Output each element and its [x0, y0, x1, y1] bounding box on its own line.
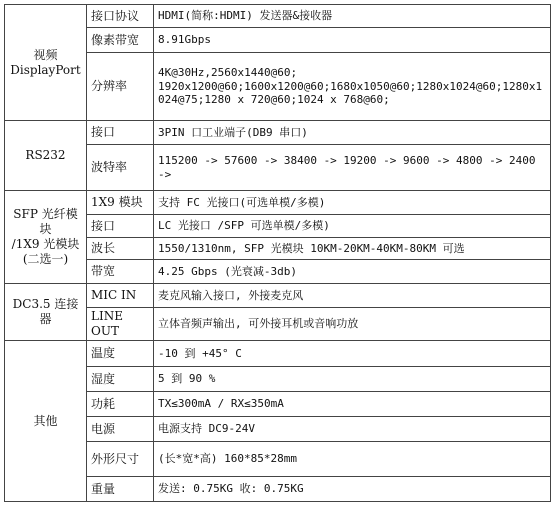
table-row	[5, 308, 551, 341]
spec-table	[4, 4, 551, 502]
row-value: TX≤300mA / RX≤350mA	[154, 392, 551, 417]
row-value: 1550/1310nm, SFP 光模块 10KM-20KM-40KM-80KM 可选	[154, 238, 551, 260]
table-row	[5, 392, 551, 417]
table-row	[5, 145, 551, 191]
group-other: 其他	[5, 341, 87, 502]
table-row	[5, 191, 551, 215]
row-label: 接口	[87, 215, 154, 238]
table-row	[5, 121, 551, 145]
row-value: HDMI(简称:HDMI) 发送器&接收器	[154, 5, 551, 28]
row-value: 4K@30Hz,2560x1440@60; 1920x1200@60;1600x1200@60;1680x1050@60;1280x1024@60;1280x1024@75;1280 x 720@60;1024 x 768@60;	[154, 53, 551, 121]
table-row	[5, 53, 551, 121]
group-video: 视频 DisplayPort	[5, 5, 87, 121]
row-value: (长*宽*高) 160*85*28mm	[154, 442, 551, 477]
table-row	[5, 238, 551, 260]
row-label: LINE OUT	[87, 308, 154, 341]
row-label: 重量	[87, 477, 154, 502]
row-value: 3PIN 口工业端子(DB9 串口)	[154, 121, 551, 145]
row-value: 电源支持 DC9-24V	[154, 417, 551, 442]
row-label: 功耗	[87, 392, 154, 417]
table-row	[5, 417, 551, 442]
row-label: 温度	[87, 341, 154, 367]
table-row	[5, 341, 551, 367]
group-dc35: DC3.5 连接器	[5, 284, 87, 341]
group-sfp: SFP 光纤模块 /1X9 光模块 (二选一)	[5, 191, 87, 284]
table-row	[5, 367, 551, 392]
row-label: 接口	[87, 121, 154, 145]
row-label: 波特率	[87, 145, 154, 191]
row-label: 外形尺寸	[87, 442, 154, 477]
table-row	[5, 5, 551, 28]
group-rs232: RS232	[5, 121, 87, 191]
row-value: 支持 FC 光接口(可选单模/多模)	[154, 191, 551, 215]
row-label: 带宽	[87, 260, 154, 284]
row-value: LC 光接口 /SFP 可选单模/多模)	[154, 215, 551, 238]
table-row	[5, 477, 551, 502]
row-label: 电源	[87, 417, 154, 442]
row-value: 5 到 90 %	[154, 367, 551, 392]
row-value: 4.25 Gbps (光衰减-3db)	[154, 260, 551, 284]
table-row	[5, 284, 551, 308]
table-row	[5, 215, 551, 238]
row-label: 接口协议	[87, 5, 154, 28]
row-value: 115200 -> 57600 -> 38400 -> 19200 -> 9600 -> 4800 -> 2400 ->	[154, 145, 551, 191]
row-label: 波长	[87, 238, 154, 260]
row-value: 发送: 0.75KG 收: 0.75KG	[154, 477, 551, 502]
row-label: 湿度	[87, 367, 154, 392]
table-row	[5, 260, 551, 284]
row-label: 分辨率	[87, 53, 154, 121]
row-value: 麦克风输入接口, 外接麦克风	[154, 284, 551, 308]
row-value: -10 到 +45° C	[154, 341, 551, 367]
row-label: 1X9 模块	[87, 191, 154, 215]
row-value: 8.91Gbps	[154, 28, 551, 53]
table-row	[5, 442, 551, 477]
table-row	[5, 28, 551, 53]
row-label: MIC IN	[87, 284, 154, 308]
row-label: 像素带宽	[87, 28, 154, 53]
row-value: 立体音频声输出, 可外接耳机或音响功放	[154, 308, 551, 341]
